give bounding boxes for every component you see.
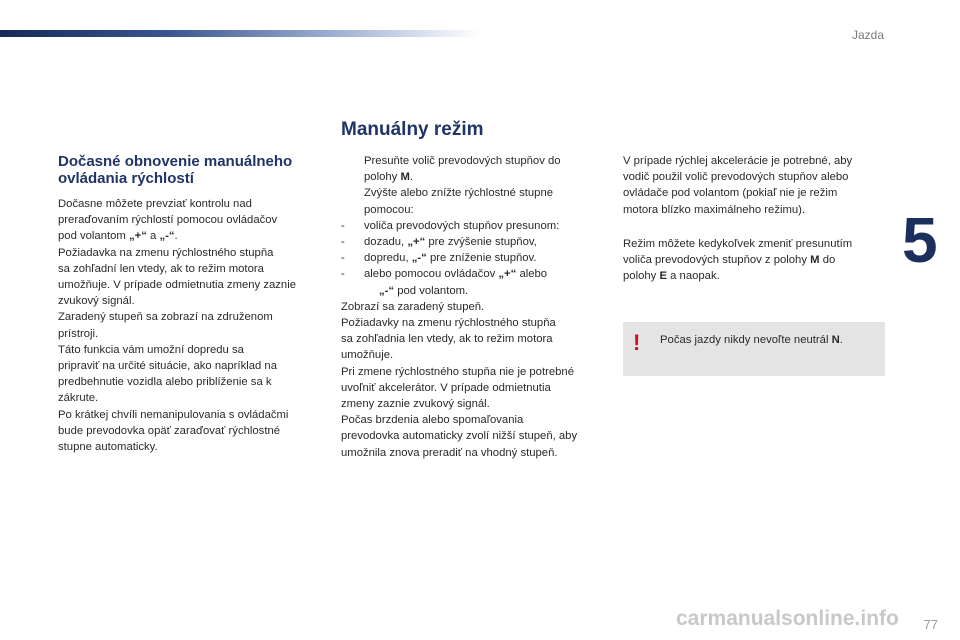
text-line: Dočasne môžete prevziať kontrolu nad: [58, 198, 252, 210]
text-span: pre zníženie stupňov.: [426, 252, 537, 265]
sub-list-continuation: [341, 283, 603, 299]
warning-text: [660, 332, 880, 348]
plus-symbol: „+“: [407, 236, 426, 249]
text-line: umožňuje.: [341, 349, 394, 362]
text-span: .: [839, 334, 843, 346]
section-subtitle: Dočasné obnovenie manuálneho ovládania rýchlostí: [58, 153, 293, 187]
text-span: Počas jazdy nikdy nevoľte neutrál: [660, 334, 832, 346]
minus-symbol: „-“: [159, 230, 175, 243]
warning-box: [623, 322, 885, 376]
dash-icon: -: [341, 252, 345, 265]
sub-list-item: [341, 250, 603, 266]
text-line: zmeny zaznie zvukový signál.: [341, 398, 490, 411]
text-line: pomocou:: [364, 203, 414, 216]
text-span: dozadu,: [364, 236, 408, 249]
text-span: polohy: [364, 171, 401, 184]
gear-position-m: M: [400, 171, 410, 184]
text-span: .: [174, 230, 178, 243]
dash-icon: -: [341, 268, 345, 281]
text-line: sa zohľadní len vtedy, ak to režim motora: [58, 262, 264, 275]
list-item: [341, 153, 603, 185]
list-item: [341, 185, 603, 217]
text-line: stupne automaticky.: [58, 441, 158, 454]
chapter-number: 5: [902, 204, 938, 276]
text-line: [623, 268, 885, 284]
gear-position-n: N: [831, 334, 840, 346]
text-line: Presuňte volič prevodových stupňov do: [364, 155, 561, 167]
text-line: prevodovka automaticky zvolí nižší stupeň, aby: [341, 430, 578, 443]
right-column: [623, 153, 885, 284]
text-line: Počas brzdenia alebo spomaľovania: [341, 414, 524, 427]
text-line: preraďovaním rýchlostí pomocou ovládačov: [58, 214, 278, 227]
middle-paragraph: [341, 299, 603, 461]
plus-symbol: „+“: [498, 268, 517, 281]
left-column: [58, 153, 320, 455]
plus-symbol: „+“: [128, 230, 147, 243]
text-span: a: [146, 230, 160, 243]
text-line: umožňuje. V prípade odmietnutia zmeny zaznie: [58, 279, 296, 292]
header-accent-bar: [0, 30, 480, 37]
text-span: dopredu,: [364, 252, 412, 265]
warning-exclamation-icon: !: [633, 330, 641, 355]
gear-position-e: E: [659, 270, 667, 283]
text-line: Požiadavka na zmenu rýchlostného stupňa: [58, 246, 274, 259]
middle-column: [341, 153, 603, 461]
text-span: polohy: [623, 270, 660, 283]
text-line: Zvýšte alebo znížte rýchlostné stupne: [364, 187, 554, 200]
text-span: alebo: [516, 268, 548, 281]
sub-list-item: [341, 234, 603, 250]
minus-symbol: „-“: [379, 284, 395, 297]
text-line: uvoľniť akcelerátor. V prípade odmietnutia: [341, 381, 551, 394]
text-span: pod volantom: [58, 230, 129, 243]
text-line: ovládače pod volantom (pokiaľ nie je režim: [623, 187, 838, 200]
text-span: a naopak.: [666, 270, 720, 283]
right-paragraph-2: [623, 236, 885, 285]
text-span: pod volantom.: [394, 284, 469, 297]
gear-position-m: M: [810, 254, 820, 267]
text-line: pripraviť na určité situácie, ako napríklad na: [58, 360, 277, 373]
text-span: do: [819, 254, 836, 267]
text-line: [623, 252, 885, 268]
text-line: predbehnutie vozidla alebo priblíženie sa k: [58, 376, 272, 389]
text-line: motora blízko maximálneho režimu).: [623, 203, 806, 216]
sub-list-item: [341, 218, 603, 234]
left-paragraph: [58, 196, 320, 455]
text-line: bude prevodovka opäť zaraďovať rýchlostné: [58, 424, 281, 437]
text-line: [58, 228, 320, 244]
text-line: umožnila znova preradiť na vhodný stupeň.: [341, 446, 558, 459]
text-span: voliča prevodových stupňov z polohy: [623, 254, 811, 267]
spacer: [623, 218, 885, 236]
text-line: prístroji.: [58, 327, 99, 340]
text-line: zákrute.: [58, 392, 99, 405]
text-span: .: [409, 171, 413, 184]
text-line: Zaradený stupeň sa zobrazí na združenom: [58, 311, 273, 324]
dash-icon: -: [341, 236, 345, 249]
right-paragraph-1: [623, 153, 885, 218]
text-line: Táto funkcia vám umožní dopredu sa: [58, 343, 244, 356]
dash-icon: -: [341, 219, 345, 232]
page-number: 77: [923, 617, 938, 632]
text-line: vodič použil volič prevodových stupňov alebo: [623, 171, 849, 184]
sub-list-item: [341, 266, 603, 282]
text-line: Zobrazí sa zaradený stupeň.: [341, 300, 485, 313]
minus-symbol: „-“: [411, 252, 427, 265]
text-line: voliča prevodových stupňov presunom:: [364, 219, 560, 232]
text-span: pre zvýšenie stupňov,: [425, 236, 537, 249]
text-line: Pri zmene rýchlostného stupňa nie je potrebné: [341, 365, 574, 378]
text-line: Po krátkej chvíli nemanipulovania s ovládačmi: [58, 408, 289, 421]
watermark: carmanualsonline.info: [676, 607, 899, 630]
text-line: zvukový signál.: [58, 295, 135, 308]
page-title: Manuálny režim: [341, 119, 484, 140]
text-line: [364, 169, 603, 185]
text-line: V prípade rýchlej akcelerácie je potrebné, aby: [623, 155, 853, 167]
text-line: Režim môžete kedykoľvek zmeniť presunutím: [623, 237, 853, 250]
section-label: Jazda: [851, 28, 884, 42]
text-line: sa zohľadnia len vtedy, ak to režim motora: [341, 333, 553, 346]
text-span: alebo pomocou ovládačov: [364, 268, 499, 281]
text-line: Požiadavky na zmenu rýchlostného stupňa: [341, 317, 556, 330]
